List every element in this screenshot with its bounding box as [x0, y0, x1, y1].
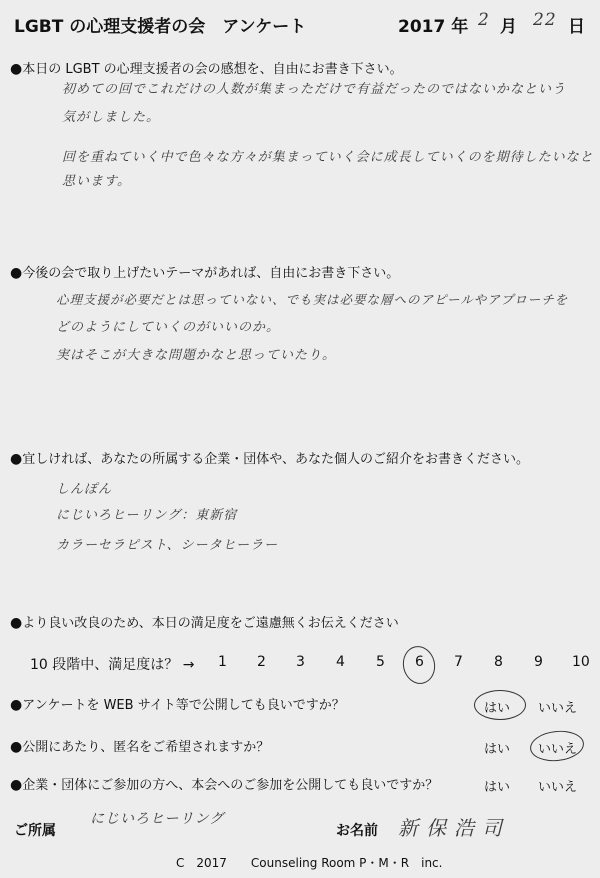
q6-no-option[interactable]: いいえ: [538, 742, 578, 757]
q3-prompt-text: 宜しければ、あなたの所属する企業・団体や、あなた個人のご紹介をお書きください。: [22, 452, 529, 467]
date-day-unit: 日: [568, 17, 585, 37]
scale-option-2[interactable]: 2: [257, 654, 266, 670]
scale-option-9[interactable]: 9: [534, 654, 543, 670]
q5-prompt: [10, 694, 345, 713]
q1-answer-line-4: 思います。: [62, 174, 131, 189]
q4-prompt: [10, 612, 399, 631]
selected-scale-circle: [399, 643, 438, 687]
q6-prompt-text: 公開にあたり、匿名をご希望されますか？: [22, 740, 270, 755]
q2-answer-line-3: 実はそこが大きな問題かなと思っていたり。: [56, 348, 337, 363]
q5-no-option[interactable]: いいえ: [538, 701, 578, 716]
scale-option-6[interactable]: 6: [415, 654, 424, 670]
scale-option-3[interactable]: 3: [296, 654, 305, 670]
survey-title: LGBT の心理支援者の会 アンケート: [14, 17, 307, 37]
q3-answer-line-1: しんぽん: [56, 482, 113, 497]
q2-answer-line-2: どのようにしていくのがいいのか。: [56, 320, 281, 335]
q4-prompt-text: より良い改良のため、本日の満足度をご遠慮無くお伝えください: [22, 616, 399, 631]
scale-option-5[interactable]: 5: [376, 654, 385, 670]
q3-answer-line-3: カラーセラピスト、シータヒーラー: [56, 538, 279, 553]
affiliation-label: ご所属: [14, 823, 56, 839]
q2-prompt-text: 今後の会で取り上げたいテーマがあれば、自由にお書き下さい。: [22, 266, 400, 281]
affiliation-value: にじいろヒーリング: [90, 811, 225, 827]
date-month-value: 2: [478, 10, 490, 30]
scale-option-7[interactable]: 7: [454, 654, 463, 670]
name-value: 新保浩司: [398, 816, 510, 840]
scale-option-4[interactable]: 4: [336, 654, 345, 670]
q7-no-option[interactable]: いいえ: [538, 780, 578, 795]
q6-selected-circle: [529, 728, 586, 763]
date-month-unit: 月: [500, 17, 517, 37]
scale-option-8[interactable]: 8: [494, 654, 503, 670]
scale-option-1[interactable]: 1: [218, 654, 227, 670]
q3-answer-line-2: にじいろヒーリング：東新宿: [56, 508, 238, 523]
footer-copyright: C 2017 Counseling Room P・M・R inc.: [176, 856, 443, 870]
q2-bullet: ●: [10, 265, 23, 281]
q1-prompt-text: 本日の LGBT の心理支援者の会の感想を、自由にお書き下さい。: [22, 62, 403, 77]
q7-prompt: [10, 774, 438, 793]
q3-prompt: [10, 448, 529, 467]
q5-bullet: ●: [10, 697, 23, 713]
q6-prompt: [10, 736, 269, 755]
q6-bullet: ●: [10, 739, 23, 755]
q7-yes-option[interactable]: はい: [484, 780, 511, 795]
q5-prompt-text: アンケートを WEB サイト等で公開しても良いですか？: [22, 698, 345, 713]
q1-answer-line-2: 気がしました。: [62, 110, 161, 125]
q1-answer-line-1: 初めての回でこれだけの人数が集まっただけで有益だったのではないかなという: [62, 82, 567, 97]
q1-bullet: ●: [10, 61, 23, 77]
q3-bullet: ●: [10, 451, 23, 467]
q5-yes-option[interactable]: はい: [484, 701, 511, 716]
date-day-value: 22: [533, 10, 557, 30]
q1-prompt: [10, 58, 403, 77]
q4-bullet: ●: [10, 615, 23, 631]
q2-answer-line-1: 心理支援が必要だとは思っていない、でも実は必要な層へのアピールやアプローチを: [56, 292, 569, 307]
q2-prompt: [10, 262, 399, 281]
scale-option-10[interactable]: 10: [572, 654, 590, 670]
q5-selected-circle: [474, 690, 526, 720]
q7-prompt-text: 企業・団体にご参加の方へ、本会へのご参加を公開しても良いですか？: [22, 778, 439, 793]
date-year: 2017 年: [398, 17, 469, 37]
name-label: お名前: [336, 823, 378, 839]
q7-bullet: ●: [10, 777, 23, 793]
q4-scale-label: 10 段階中、満足度は？ →: [30, 657, 195, 673]
q6-yes-option[interactable]: はい: [484, 742, 511, 757]
q1-answer-line-3: 回を重ねていく中で色々な方々が集まっていく会に成長していくのを期待したいなと: [62, 150, 594, 165]
